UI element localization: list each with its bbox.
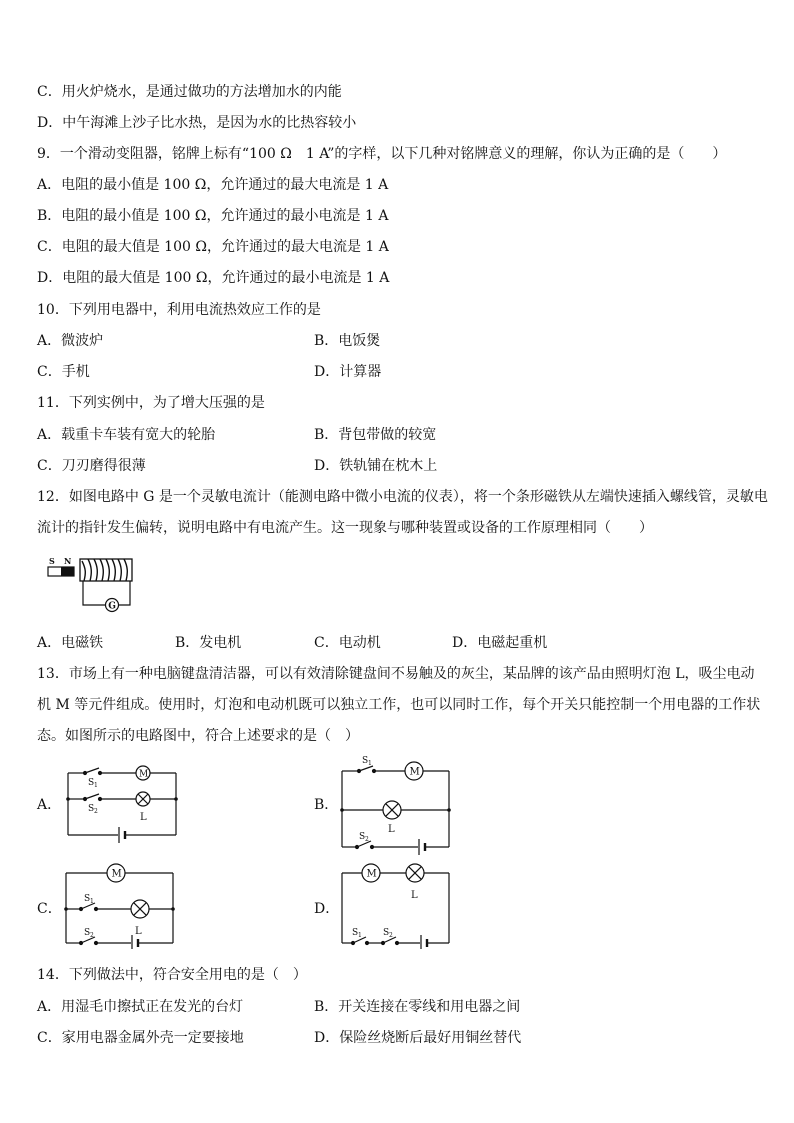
q13a-lamp-label: L [140,812,147,823]
q13b-motor-label: M [409,766,420,778]
q12-solenoid-figure [46,555,156,615]
q13-circuit-b [338,755,453,855]
q13d-s1-label: S [352,928,359,938]
q12-magnet-n-label: N [64,556,72,566]
q10-stem: 10．下列用电器中，利用电流热效应工作的是 [37,302,321,318]
q11-stem: 11．下列实例中，为了增大压强的是 [37,395,265,411]
q13c-s2-subscript: 2 [90,932,94,939]
q13d-s2-label: S [383,928,390,938]
q11-option-d: D．铁轨铺在枕木上 [314,458,438,474]
q13a-s1-subscript: 1 [94,782,98,789]
q11-option-a: A．载重卡车装有宽大的轮胎 [37,427,216,443]
q12-stem-line-2: 流计的指针发生偏转，说明电路中有电流产生。这一现象与哪种装置或设备的工作原理相同（ ） [37,520,653,536]
q12-stem-line-1: 12．如图电路中 G 是一个灵敏电流计（能测电路中微小电流的仪表），将一个条形磁铁从左端快速插入螺线管，灵敏电 [37,489,768,505]
q13-label-c: C． [37,901,62,917]
q13-label-a: A． [37,797,62,813]
q13c-s2-label: S [84,928,91,938]
q9-option-d: D．电阻的最大值是 100 Ω，允许通过的最小电流是 1 A [37,270,390,286]
q14-option-a: A．用湿毛巾擦拭正在发光的台灯 [37,999,244,1015]
q14-stem: 14．下列做法中，符合安全用电的是（ ） [37,967,307,983]
q12-option-b: B．发电机 [175,635,242,651]
q12-magnet-s-label: S [49,556,55,566]
q13d-lamp-label: L [411,890,418,901]
q13d-s1-subscript: 1 [358,932,362,939]
q13b-s1-label: S [362,756,369,766]
q13d-s2-subscript: 2 [389,932,393,939]
q13-circuit-d [338,857,453,949]
q13-stem-line-2: 机 M 等元件组成。使用时，灯泡和电动机既可以独立工作，也可以同时工作，每个开关只能控制一个用电器的工作状 [37,697,761,713]
q14-option-c: C．家用电器金属外壳一定要接地 [37,1030,244,1046]
q9-option-c: C．电阻的最大值是 100 Ω，允许通过的最大电流是 1 A [37,239,389,255]
q12-option-a: A．电磁铁 [37,635,104,651]
q13c-s1-label: S [84,894,91,904]
q8-option-c: C．用火炉烧水，是通过做功的方法增加水的内能 [37,84,342,100]
q13b-s1-subscript: 1 [368,760,372,767]
q12-galvanometer-label: G [108,601,116,612]
q14-option-b: B．开关连接在零线和用电器之间 [314,999,521,1015]
q13b-s2-subscript: 2 [365,836,369,843]
q9-option-a: A．电阻的最小值是 100 Ω，允许通过的最大电流是 1 A [37,177,389,193]
q13c-lamp-label: L [135,926,142,937]
q13d-motor-label: M [366,868,377,880]
q13c-s1-subscript: 1 [90,898,94,905]
q13-label-b: B． [314,797,339,813]
q13a-s2-label: S [88,804,95,814]
q13a-s1-label: S [88,778,95,788]
q9-stem: 9．一个滑动变阻器，铭牌上标有“100 Ω 1 A”的字样，以下几种对铭牌意义的理解，你认为正确的是（ ） [37,146,727,162]
q10-option-a: A．微波炉 [37,333,104,349]
q13c-motor-label: M [111,868,122,880]
q13-stem-line-3: 态。如图所示的电路图中，符合上述要求的是（ ） [37,728,359,744]
q11-option-c: C．刀刃磨得很薄 [37,458,146,474]
q13-stem-line-1: 13．市场上有一种电脑键盘清洁器，可以有效清除键盘间不易触及的灰尘，某品牌的该产品由照明灯泡 L，吸尘电动 [37,666,755,682]
q13b-s2-label: S [359,832,366,842]
q13-label-d: D． [314,901,340,917]
q12-option-c: C．电动机 [314,635,381,651]
q11-option-b: B．背包带做的较宽 [314,427,437,443]
q8-option-d: D．中午海滩上沙子比水热，是因为水的比热容较小 [37,115,357,131]
q10-option-d: D．计算器 [314,364,382,380]
q13b-lamp-label: L [388,824,395,835]
q13a-motor-label: M [139,769,149,780]
q13-circuit-a [62,765,184,845]
q10-option-c: C．手机 [37,364,90,380]
q9-option-b: B．电阻的最小值是 100 Ω，允许通过的最小电流是 1 A [37,208,389,224]
q12-option-d: D．电磁起重机 [452,635,548,651]
q13-circuit-c [62,857,177,949]
q14-option-d: D．保险丝烧断后最好用铜丝替代 [314,1030,522,1046]
q13a-s2-subscript: 2 [94,808,98,815]
q10-option-b: B．电饭煲 [314,333,381,349]
